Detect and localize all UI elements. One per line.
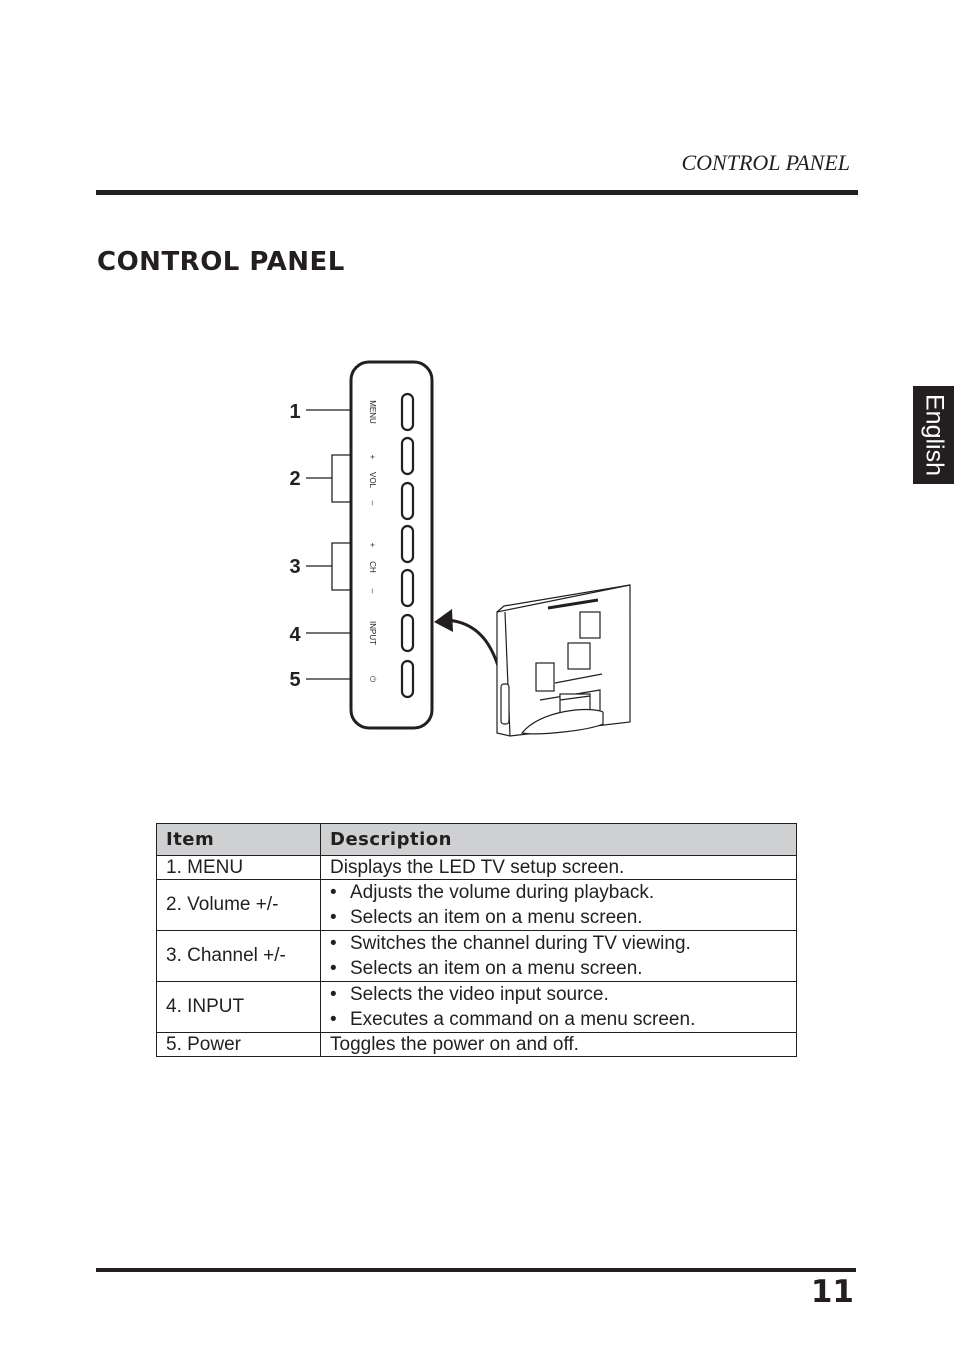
page-title: CONTROL PANEL <box>97 247 345 277</box>
panel-label-input: INPUT <box>368 621 377 645</box>
table-row <box>157 931 797 982</box>
callout-3: 3 <box>289 556 301 578</box>
table-row <box>157 856 797 880</box>
table-row <box>157 880 797 931</box>
table-header-row <box>157 824 797 856</box>
header-item: Item <box>157 824 321 856</box>
page-number: 11 <box>810 1274 854 1310</box>
bullet-line: • Selects the video input source. <box>330 982 787 1007</box>
menu-button <box>402 394 413 430</box>
bullet-line: • Adjusts the volume during playback. <box>330 880 787 905</box>
row-description <box>321 931 797 982</box>
channel-up-button <box>402 526 413 562</box>
row-item: 1. MENU <box>157 856 321 880</box>
panel-label-ch-plus: + <box>368 542 377 548</box>
footer-rule <box>96 1268 856 1272</box>
arrow-icon <box>434 609 453 632</box>
row-item: 5. Power <box>157 1033 321 1057</box>
table-row <box>157 1033 797 1057</box>
running-header: CONTROL PANEL <box>681 150 850 175</box>
bullet-line: • Executes a command on a menu screen. <box>330 1007 787 1032</box>
control-panel-table <box>156 823 797 1057</box>
bullet-line: • Selects an item on a menu screen. <box>330 956 787 981</box>
row-description: Toggles the power on and off. <box>321 1033 797 1057</box>
bullet-line: • Selects an item on a menu screen. <box>330 905 787 930</box>
bullet-line: • Switches the channel during TV viewing. <box>330 931 787 956</box>
callout-1: 1 <box>289 401 301 423</box>
panel-label-vol-plus: + <box>368 454 377 460</box>
tv-rear-illustration <box>497 585 630 736</box>
input-button <box>402 615 413 651</box>
panel-label-vol-minus: – <box>368 500 377 506</box>
callout-4: 4 <box>289 624 301 646</box>
power-button <box>402 661 413 697</box>
panel-label-vol: VOL <box>368 471 377 489</box>
side-panel <box>351 362 432 728</box>
channel-down-button <box>402 570 413 606</box>
volume-up-button <box>402 438 413 474</box>
callout-2: 2 <box>289 468 301 490</box>
header-description: Description <box>321 824 797 856</box>
callout-5: 5 <box>289 669 301 691</box>
row-item: 3. Channel +/- <box>157 931 321 982</box>
row-item: 4. INPUT <box>157 982 321 1033</box>
row-item: 2. Volume +/- <box>157 880 321 931</box>
volume-down-button <box>402 483 413 519</box>
panel-label-ch-minus: – <box>368 588 377 594</box>
power-icon: ⏻ <box>368 675 377 683</box>
table-row <box>157 982 797 1033</box>
row-description <box>321 880 797 931</box>
row-description <box>321 982 797 1033</box>
language-tab-label: English <box>920 394 948 476</box>
panel-label-menu: MENU <box>368 400 377 424</box>
panel-label-ch: CH <box>368 561 377 573</box>
row-description: Displays the LED TV setup screen. <box>321 856 797 880</box>
